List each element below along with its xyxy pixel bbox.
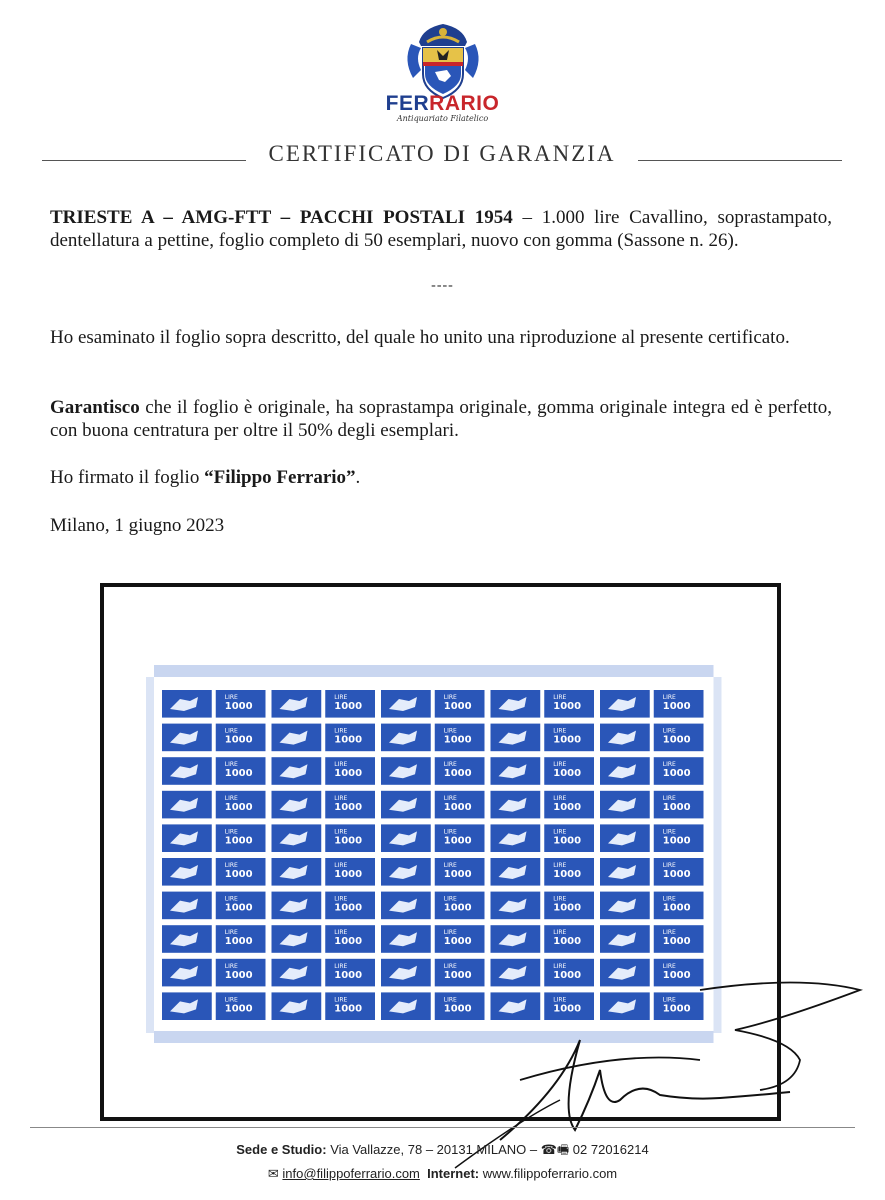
stamp-lire: LIRE [334,895,348,903]
stamp-value: 1000 [662,936,691,948]
sheet-left-margin [146,677,154,1033]
stamp-value: 1000 [662,768,691,780]
stamp-lire: LIRE [224,996,238,1004]
website-link[interactable]: www.filippoferrario.com [482,1166,618,1181]
stamp-value: 1000 [334,1003,363,1015]
stamp-value: 1000 [662,801,691,813]
stamp-lire: LIRE [224,929,238,937]
stamp-value: 1000 [334,969,363,981]
stamp-lire: LIRE [224,862,238,869]
guarantee-statement [50,396,832,442]
stamp-value: 1000 [224,835,253,847]
stamp-lire: LIRE [443,895,457,903]
stamp-value: 1000 [662,969,691,981]
footer [0,1138,885,1186]
stamp-lire: LIRE [662,694,676,701]
stamp-value: 1000 [224,969,253,981]
crest-icon [403,20,483,100]
examination-statement: Ho esaminato il foglio sopra descritto, del quale ho unito una riproduzione al presente certificato. [50,327,790,348]
brand-tagline: Antiquariato Filatelico [396,114,489,123]
stamp-lire: LIRE [334,929,348,937]
stamp-lire: LIRE [553,996,567,1004]
stamp-value: 1000 [334,701,363,712]
stamp-lire: LIRE [334,794,348,802]
envelope-icon: ✉ [267,1166,279,1181]
stamp-lire: LIRE [224,727,238,735]
stamp-lire: LIRE [553,962,567,970]
stamp-lire: LIRE [443,862,457,869]
stamp-lire: LIRE [334,962,348,970]
signer-name: “Filippo Ferrario” [204,467,356,488]
stamp-lire: LIRE [662,727,676,735]
stamp-value: 1000 [334,869,363,880]
stamp-lire: LIRE [443,794,457,802]
stamp-value: 1000 [662,835,691,847]
separator: ---- [431,278,454,293]
address-text: Via Vallazze, 78 – 20131 MILANO – ☎🖷 02 72016214 [330,1142,649,1157]
stamp-lire: LIRE [334,828,348,836]
sede-label: Sede e Studio: [236,1142,327,1157]
stamp-value: 1000 [662,1003,691,1015]
stamp-value: 1000 [443,801,472,813]
stamp-lire: LIRE [553,694,567,701]
stamp-value: 1000 [224,768,253,780]
stamp-lire: LIRE [224,828,238,836]
stamp-value: 1000 [224,936,253,948]
stamp-lire: LIRE [443,694,457,701]
stamp-value: 1000 [443,1003,472,1015]
stamp-value: 1000 [553,801,582,813]
stamp-value: 1000 [662,902,691,914]
sheet-bottom-margin [154,1031,714,1043]
stamp-value: 1000 [553,969,582,981]
stamp-value: 1000 [224,701,253,712]
footer-address-line [0,1138,885,1162]
stamp-lire: LIRE [662,929,676,937]
stamp-lire: LIRE [334,996,348,1004]
stamp-lire: LIRE [553,929,567,937]
stamp-value: 1000 [443,835,472,847]
stamp-value: 1000 [662,701,691,712]
stamp-lire: LIRE [443,962,457,970]
stamp-lire: LIRE [553,828,567,836]
certificate-title-row [42,141,842,171]
stamp-lire: LIRE [662,962,676,970]
stamp-lire: LIRE [224,895,238,903]
stamp-value: 1000 [224,869,253,880]
certificate-title: CERTIFICATO DI GARANZIA [268,141,616,166]
sheet-image-frame [100,583,781,1121]
stamp-lire: LIRE [224,694,238,701]
stamp-lire: LIRE [553,761,567,769]
stamp-value: 1000 [443,869,472,880]
footer-contact-line [0,1162,885,1186]
stamp-value: 1000 [443,768,472,780]
stamp-value: 1000 [334,902,363,914]
stamp-lire: LIRE [224,761,238,769]
stamp-value: 1000 [334,936,363,948]
stamp-sheet-image [104,587,777,1117]
stamp-value: 1000 [334,768,363,780]
stamp-lire: LIRE [553,895,567,903]
stamp-value: 1000 [553,902,582,914]
stamp-lire: LIRE [334,694,348,701]
guarantee-keyword: Garantisco [50,397,140,418]
stamp-lire: LIRE [553,862,567,869]
stamp-lire: LIRE [334,727,348,735]
stamp-lire: LIRE [443,761,457,769]
stamp-lire: LIRE [662,996,676,1004]
stamp-lire: LIRE [443,929,457,937]
stamp-lire: LIRE [662,895,676,903]
stamp-lire: LIRE [334,761,348,769]
stamp-lire: LIRE [443,828,457,836]
email-link[interactable]: info@filippoferrario.com [282,1166,420,1181]
item-details: – 1.000 lire Cavallino, soprastampato, dentellatura a pettine, foglio completo di 50 esemplari, nuovo con gomma (Sassone n. 26). [50,207,832,251]
stamp-lire: LIRE [443,996,457,1004]
stamp-value: 1000 [443,969,472,981]
internet-label: Internet: [427,1166,480,1181]
stamp-lire: LIRE [334,862,348,869]
footer-divider [30,1127,855,1128]
signature-statement [50,466,832,489]
stamp-value: 1000 [553,701,582,712]
stamp-value: 1000 [662,869,691,880]
stamp-lire: LIRE [553,794,567,802]
stamp-lire: LIRE [662,828,676,836]
stamp-value: 1000 [224,902,253,914]
stamp-value: 1000 [224,734,253,746]
stamp-value: 1000 [334,835,363,847]
brand-name: FERRARIO [385,92,500,115]
item-description [50,206,832,252]
stamp-lire: LIRE [224,794,238,802]
stamp-lire: LIRE [662,862,676,869]
guarantee-text: che il foglio è originale, ha soprastampa originale, gomma originale integra ed è perfetto, con buona centratura per oltre il 50% degli esemplari. [50,397,832,441]
stamp-value: 1000 [334,801,363,813]
stamp-value: 1000 [224,1003,253,1015]
signature-suffix: . [355,467,361,488]
stamp-value: 1000 [443,902,472,914]
stamp-value: 1000 [553,835,582,847]
sheet-right-margin [714,677,722,1033]
item-heading: TRIESTE A – AMG-FTT – PACCHI POSTALI 1954 [50,207,513,228]
stamp-lire: LIRE [553,727,567,735]
stamp-value: 1000 [443,734,472,746]
stamp-value: 1000 [553,734,582,746]
stamp-lire: LIRE [662,794,676,802]
stamp-value: 1000 [553,936,582,948]
stamp-value: 1000 [662,734,691,746]
stamp-value: 1000 [334,734,363,746]
stamp-value: 1000 [553,869,582,880]
place-date: Milano, 1 giugno 2023 [50,515,225,536]
stamp-value: 1000 [443,936,472,948]
stamp-lire: LIRE [224,962,238,970]
signature-prefix: Ho firmato il foglio [50,467,205,488]
stamp-value: 1000 [443,701,472,712]
stamp-value: 1000 [553,1003,582,1015]
stamp-lire: LIRE [662,761,676,769]
title-divider-right [638,160,842,161]
stamp-value: 1000 [553,768,582,780]
stamp-lire: LIRE [443,727,457,735]
stamp-value: 1000 [224,801,253,813]
sheet-top-margin [154,665,714,677]
